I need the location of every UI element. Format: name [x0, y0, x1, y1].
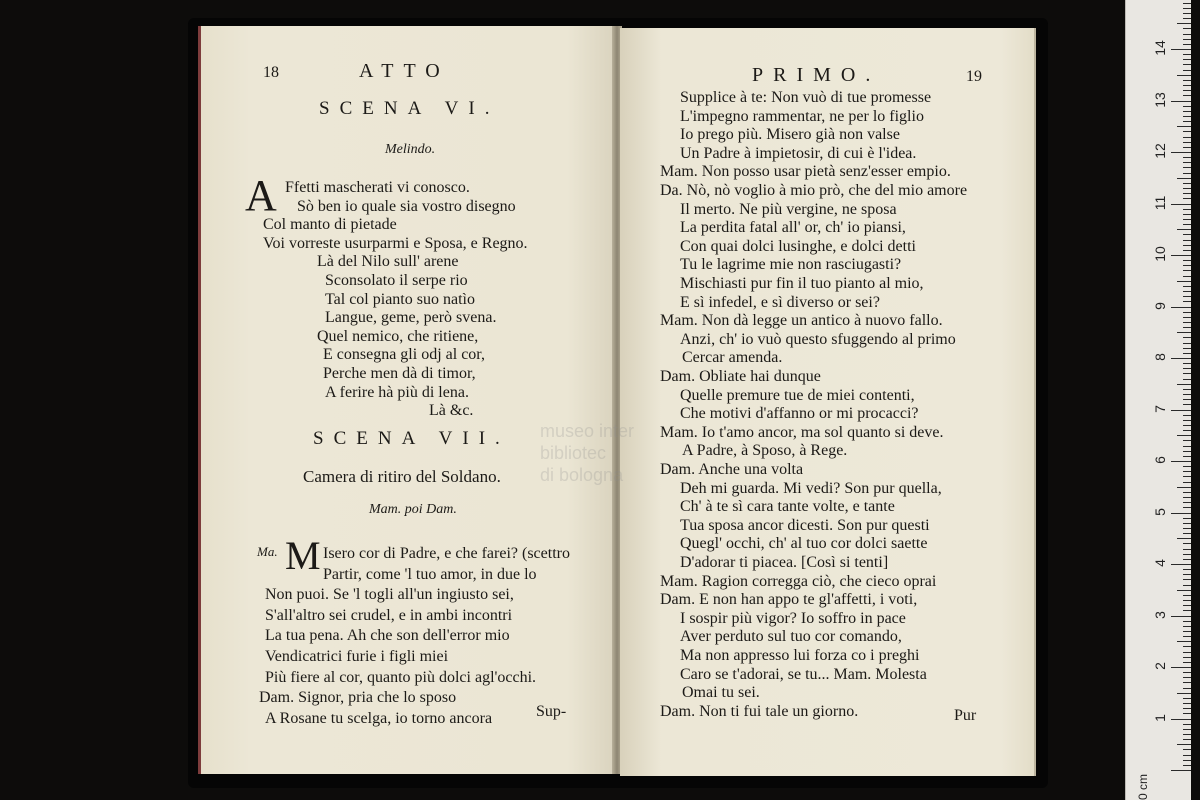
verse-line: Cercar amenda. [682, 349, 783, 367]
ruler-number: 1 [1152, 713, 1168, 722]
ruler-tick [1183, 265, 1191, 266]
verse-line: Quel nemico, che ritiene, [317, 327, 479, 345]
ruler-tick [1183, 394, 1191, 395]
ruler-tick [1183, 440, 1191, 441]
page-number: 18 [263, 64, 279, 81]
verse-line: Mam. Non dà legge un antico à nuovo fallo. [660, 312, 943, 330]
ruler-tick [1183, 533, 1191, 534]
verse-line: Quegl' occhi, ch' al tuo cor dolci saette [680, 535, 928, 553]
ruler-tick [1183, 337, 1191, 338]
verse-line: Supplice à te: Non vuò di tue promesse [680, 89, 932, 106]
verse-line: S'all'altro sei crudel, e in ambi incontri [265, 606, 513, 624]
verse-line: Anzi, ch' io vuò questo sfuggendo al primo [680, 330, 956, 348]
ruler-tick [1183, 173, 1191, 174]
ruler-tick [1177, 23, 1191, 24]
verse-line: Caro se t'adorai, se tu... Mam. Molesta [680, 665, 927, 683]
verse-line: Langue, geme, però svena. [325, 309, 497, 327]
ruler-number: 2 [1152, 662, 1168, 670]
library-watermark [540, 420, 634, 486]
ruler-number: 10 [1152, 246, 1168, 262]
ruler-tick [1183, 137, 1191, 138]
ruler-tick [1183, 703, 1191, 704]
ruler-tick [1183, 373, 1191, 374]
ruler-tick [1183, 44, 1191, 45]
ruler-tick [1183, 482, 1191, 483]
ruler-tick [1183, 549, 1191, 550]
verse-line: Partir, come 'l tuo amor, in due lo [323, 565, 537, 583]
ruler-tick [1177, 178, 1191, 179]
ruler-tick [1183, 528, 1191, 529]
verse-line: Da. Nò, nò voglio à mio prò, che del mio amore [660, 182, 968, 199]
ruler-tick [1177, 435, 1191, 436]
ruler-tick [1183, 636, 1191, 637]
ruler-tick [1183, 646, 1191, 647]
ruler-tick [1183, 698, 1191, 699]
verse-line: Col manto di pietade [263, 216, 397, 234]
verse-line: Ch' à te sì cara tante volte, e tante [680, 498, 895, 516]
ruler-tick [1177, 229, 1191, 230]
verse-line: Isero cor di Padre, e che farei? (scettro [323, 545, 570, 562]
verse-line: Ma non appresso lui forza co i preghi [680, 647, 920, 664]
drop-capital: A [245, 171, 277, 220]
ruler-tick [1183, 70, 1191, 71]
ruler-tick [1183, 688, 1191, 689]
ruler-tick [1183, 209, 1191, 210]
ruler-tick [1183, 116, 1191, 117]
ruler-tick [1171, 101, 1191, 102]
ruler-number: 3 [1152, 610, 1168, 619]
scene-title: SCENA VI. [319, 98, 500, 119]
ruler-tick [1183, 672, 1191, 673]
ruler-tick [1183, 245, 1191, 246]
verse-line: Dam. E non han appo te gl'affetti, i voti, [660, 591, 918, 609]
ruler-tick [1183, 456, 1191, 457]
ruler-tick [1183, 682, 1191, 683]
ruler-tick [1171, 461, 1191, 462]
ruler-tick [1183, 353, 1191, 354]
verse-line: Deh mi guarda. Mi vedi? Son pur quella, [680, 479, 942, 497]
ruler-tick [1183, 54, 1191, 55]
ruler-tick [1183, 142, 1191, 143]
ruler-tick [1183, 605, 1191, 606]
verse-line: Dam. Signor, pria che lo sposo [259, 689, 457, 707]
verse-line: Sò ben io quale sia vostro disegno [297, 197, 516, 215]
ruler-tick [1183, 188, 1191, 189]
ruler-tick [1183, 147, 1191, 148]
ruler-tick [1183, 85, 1191, 86]
ruler-tick [1171, 719, 1191, 720]
verse-line: Vendicatrici furie i figli miei [265, 648, 449, 665]
ruler-tick [1171, 255, 1191, 256]
ruler-tick [1183, 652, 1191, 653]
right-page [620, 28, 1036, 776]
ruler-tick [1183, 18, 1191, 19]
verse-line: Tu le lagrime mie non rasciugasti? [680, 256, 902, 274]
ruler-tick [1183, 322, 1191, 323]
ruler-tick [1183, 507, 1191, 508]
ruler-tick [1183, 348, 1191, 349]
ruler-tick [1183, 600, 1191, 601]
verse-line: A Rosane tu scelga, io torno ancora [265, 709, 493, 727]
ruler-tick [1183, 8, 1191, 9]
ruler-tick [1183, 749, 1191, 750]
ruler-tick [1183, 724, 1191, 725]
ruler-tick [1183, 80, 1191, 81]
ruler-tick [1183, 240, 1191, 241]
ruler-tick [1183, 13, 1191, 14]
verse-line: D'adorar ti piacea. [Così si tenti] [680, 554, 889, 571]
ruler-tick [1183, 631, 1191, 632]
verse-line: Aver perduto sul tuo cor comando, [680, 628, 902, 646]
ruler-tick [1183, 574, 1191, 575]
ruler-tick [1183, 543, 1191, 544]
ruler-tick [1183, 713, 1191, 714]
ruler-tick [1183, 121, 1191, 122]
verse-line: Sconsolato il serpe rio [325, 272, 468, 289]
ruler-tick [1183, 291, 1191, 292]
ruler-tick [1183, 234, 1191, 235]
ruler-tick [1183, 111, 1191, 112]
ruler-tick [1183, 219, 1191, 220]
ruler-tick [1183, 59, 1191, 60]
ruler-tick [1183, 399, 1191, 400]
ruler-tick [1183, 585, 1191, 586]
ruler-tick [1183, 183, 1191, 184]
ruler-tick [1171, 410, 1191, 411]
ruler-tick [1183, 162, 1191, 163]
watermark-line: di bologna [540, 465, 624, 485]
ruler-tick [1171, 667, 1191, 668]
verse-line: I sospir più vigor? Io soffro in pace [680, 609, 906, 627]
verse-line: Omai tu sei. [682, 684, 760, 702]
verse-line: Con quai dolci lusinghe, e dolci detti [680, 237, 916, 255]
verse-line: Perche men dà di timor, [323, 365, 476, 382]
ruler-tick [1183, 95, 1191, 96]
verse-line: Il merto. Ne più vergine, ne sposa [680, 200, 897, 218]
ruler-tick [1177, 538, 1191, 539]
ruler-tick [1183, 677, 1191, 678]
ruler-tick [1183, 90, 1191, 91]
ruler-tick [1183, 39, 1191, 40]
ruler-tick [1183, 595, 1191, 596]
ruler-number: 14 [1152, 40, 1168, 56]
ruler-tick [1183, 224, 1191, 225]
verse-line: Dam. Anche una volta [660, 461, 804, 478]
ruler-tick [1183, 729, 1191, 730]
ruler-tick [1183, 755, 1191, 756]
scene-setting: Camera di ritiro del Soldano. [303, 467, 501, 486]
ruler-tick [1183, 446, 1191, 447]
ruler-tick [1183, 260, 1191, 261]
ruler-tick [1183, 579, 1191, 580]
verse-line: Là &c. [429, 402, 474, 420]
ruler-tick [1183, 214, 1191, 215]
ruler-tick [1171, 49, 1191, 50]
ruler-tick [1183, 502, 1191, 503]
verse-line: E sì infedel, e sì diverso or sei? [680, 293, 880, 311]
verse-line: La perdita fatal all' or, ch' io piansi, [680, 219, 906, 237]
verse-line: Dam. Non ti fui tale un giorno. [660, 702, 859, 720]
ruler-number: 7 [1152, 404, 1168, 413]
verse-line: Più fiere al cor, quanto più dolci agl'occhi. [265, 668, 537, 686]
ruler-tick [1183, 34, 1191, 35]
ruler-tick [1171, 204, 1191, 205]
ruler-tick [1183, 626, 1191, 627]
ruler-tick [1183, 198, 1191, 199]
ruler-tick [1183, 420, 1191, 421]
watermark-line: bibliotec [540, 443, 607, 463]
ruler-tick [1183, 430, 1191, 431]
drop-capital: M [285, 533, 321, 578]
character-name: Melindo. [385, 142, 436, 157]
ruler-tick [1177, 281, 1191, 282]
verse-line: L'impegno rammentar, ne per lo figlio [680, 107, 924, 125]
ruler-tick [1177, 384, 1191, 385]
ruler-tick [1183, 3, 1191, 4]
ruler-tick [1183, 734, 1191, 735]
ruler-tick [1183, 476, 1191, 477]
catchword: Pur [954, 707, 977, 724]
ruler-number: 8 [1152, 353, 1168, 361]
ruler-tick [1183, 610, 1191, 611]
ruler-tick [1183, 518, 1191, 519]
verse-line: Tua sposa ancor dicesti. Son pur questi [680, 516, 930, 534]
verse-line: Non puoi. Se 'l togli all'un ingiusto sei, [265, 586, 514, 604]
ruler-tick [1171, 564, 1191, 565]
ruler-tick [1183, 497, 1191, 498]
running-head: PRIMO. [752, 64, 881, 86]
verse-line: Voi vorreste usurparmi e Sposa, e Regno. [263, 234, 528, 252]
ruler-tick [1183, 404, 1191, 405]
speaker-label: Ma. [257, 544, 278, 559]
verse-line: La tua pena. Ah che son dell'error mio [265, 627, 510, 645]
verse-line: Ffetti mascherati vi conosco. [285, 179, 470, 196]
running-head: ATTO [359, 60, 450, 82]
ruler-tick [1183, 621, 1191, 622]
ruler-tick [1183, 379, 1191, 380]
verse-line: Tal col pianto suo natìo [325, 290, 475, 308]
ruler-unit-label: 0 cm [1136, 773, 1151, 800]
verse-line: Dam. Obliate hai dunque [660, 368, 821, 385]
ruler-tick [1171, 513, 1191, 514]
ruler-tick [1183, 167, 1191, 168]
ruler-tick [1183, 106, 1191, 107]
verse-line: E consegna gli odj al cor, [323, 346, 485, 364]
ruler-tick [1183, 250, 1191, 251]
ruler-tick [1183, 301, 1191, 302]
ruler-number: 11 [1152, 195, 1168, 210]
ruler-tick [1183, 569, 1191, 570]
ruler-number: 13 [1152, 91, 1168, 108]
ruler-number: 6 [1152, 456, 1168, 464]
ruler-number: 9 [1152, 301, 1168, 310]
ruler-tick [1183, 471, 1191, 472]
ruler-tick [1183, 389, 1191, 390]
page-number: 19 [966, 68, 982, 85]
ruler-tick [1183, 131, 1191, 132]
ruler-tick [1183, 451, 1191, 452]
verse-line: Mam. Ragion corregga ciò, che cieco oprai [660, 572, 937, 590]
ruler-tick [1171, 307, 1191, 308]
ruler-tick [1171, 152, 1191, 153]
ruler-number: 5 [1152, 507, 1168, 516]
ruler-tick [1183, 363, 1191, 364]
ruler-tick [1183, 523, 1191, 524]
ruler-tick [1177, 590, 1191, 591]
verse-line: A ferire hà più di lena. [325, 383, 469, 401]
verse-line: Quelle premure tue de miei contenti, [680, 386, 915, 404]
ruler-tick [1183, 425, 1191, 426]
verse-line: Mam. Non posso usar pietà senz'esser empio. [660, 163, 951, 181]
ruler-tick [1183, 286, 1191, 287]
verse-line: Un Padre à impietosir, di cui è l'idea. [680, 144, 917, 162]
ruler-tick [1177, 487, 1191, 488]
ruler-tick [1183, 657, 1191, 658]
ruler-tick [1177, 126, 1191, 127]
ruler-tick [1183, 343, 1191, 344]
verse-line: Mischiasti pur fin il tuo pianto al mio, [680, 275, 924, 292]
ruler-tick [1171, 358, 1191, 359]
ruler-tick [1183, 193, 1191, 194]
ruler-tick [1183, 312, 1191, 313]
ruler-tick [1183, 317, 1191, 318]
catchword: Sup- [536, 703, 567, 720]
measurement-ruler [1125, 0, 1191, 800]
ruler-number: 4 [1152, 559, 1168, 567]
ruler-tick [1183, 157, 1191, 158]
ruler-tick [1177, 693, 1191, 694]
scene-title: SCENA VII. [313, 428, 510, 449]
ruler-tick [1183, 492, 1191, 493]
ruler-tick [1171, 616, 1191, 617]
ruler-tick [1183, 270, 1191, 271]
ruler-tick [1177, 641, 1191, 642]
verse-line: Io prego più. Misero già non valse [680, 126, 900, 144]
scene-characters: Mam. poi Dam. [369, 502, 457, 517]
ruler-tick [1183, 760, 1191, 761]
verse-line: Là del Nilo sull' arene [317, 253, 459, 271]
ruler-tick [1177, 332, 1191, 333]
ruler-tick [1183, 466, 1191, 467]
ruler-tick [1183, 765, 1191, 766]
ruler-tick [1177, 744, 1191, 745]
verse-line: Che motivi d'affanno or mi procacci? [680, 405, 919, 423]
left-page [198, 26, 617, 774]
ruler-tick [1183, 276, 1191, 277]
ruler-tick [1177, 75, 1191, 76]
ruler-tick [1183, 296, 1191, 297]
ruler-tick [1183, 708, 1191, 709]
ruler-tick [1183, 368, 1191, 369]
ruler-tick [1171, 770, 1191, 771]
ruler-tick [1183, 559, 1191, 560]
ruler-tick [1183, 662, 1191, 663]
ruler-tick [1183, 28, 1191, 29]
ruler-tick [1183, 327, 1191, 328]
ruler-tick [1183, 554, 1191, 555]
ruler-tick [1183, 64, 1191, 65]
verse-line: Mam. Io t'amo ancor, ma sol quanto si deve. [660, 423, 944, 441]
ruler-tick [1183, 739, 1191, 740]
verse-line: A Padre, à Sposo, à Rege. [682, 442, 848, 460]
watermark-line: museo inter [540, 421, 635, 441]
ruler-tick [1183, 415, 1191, 416]
ruler-number: 12 [1152, 143, 1168, 159]
